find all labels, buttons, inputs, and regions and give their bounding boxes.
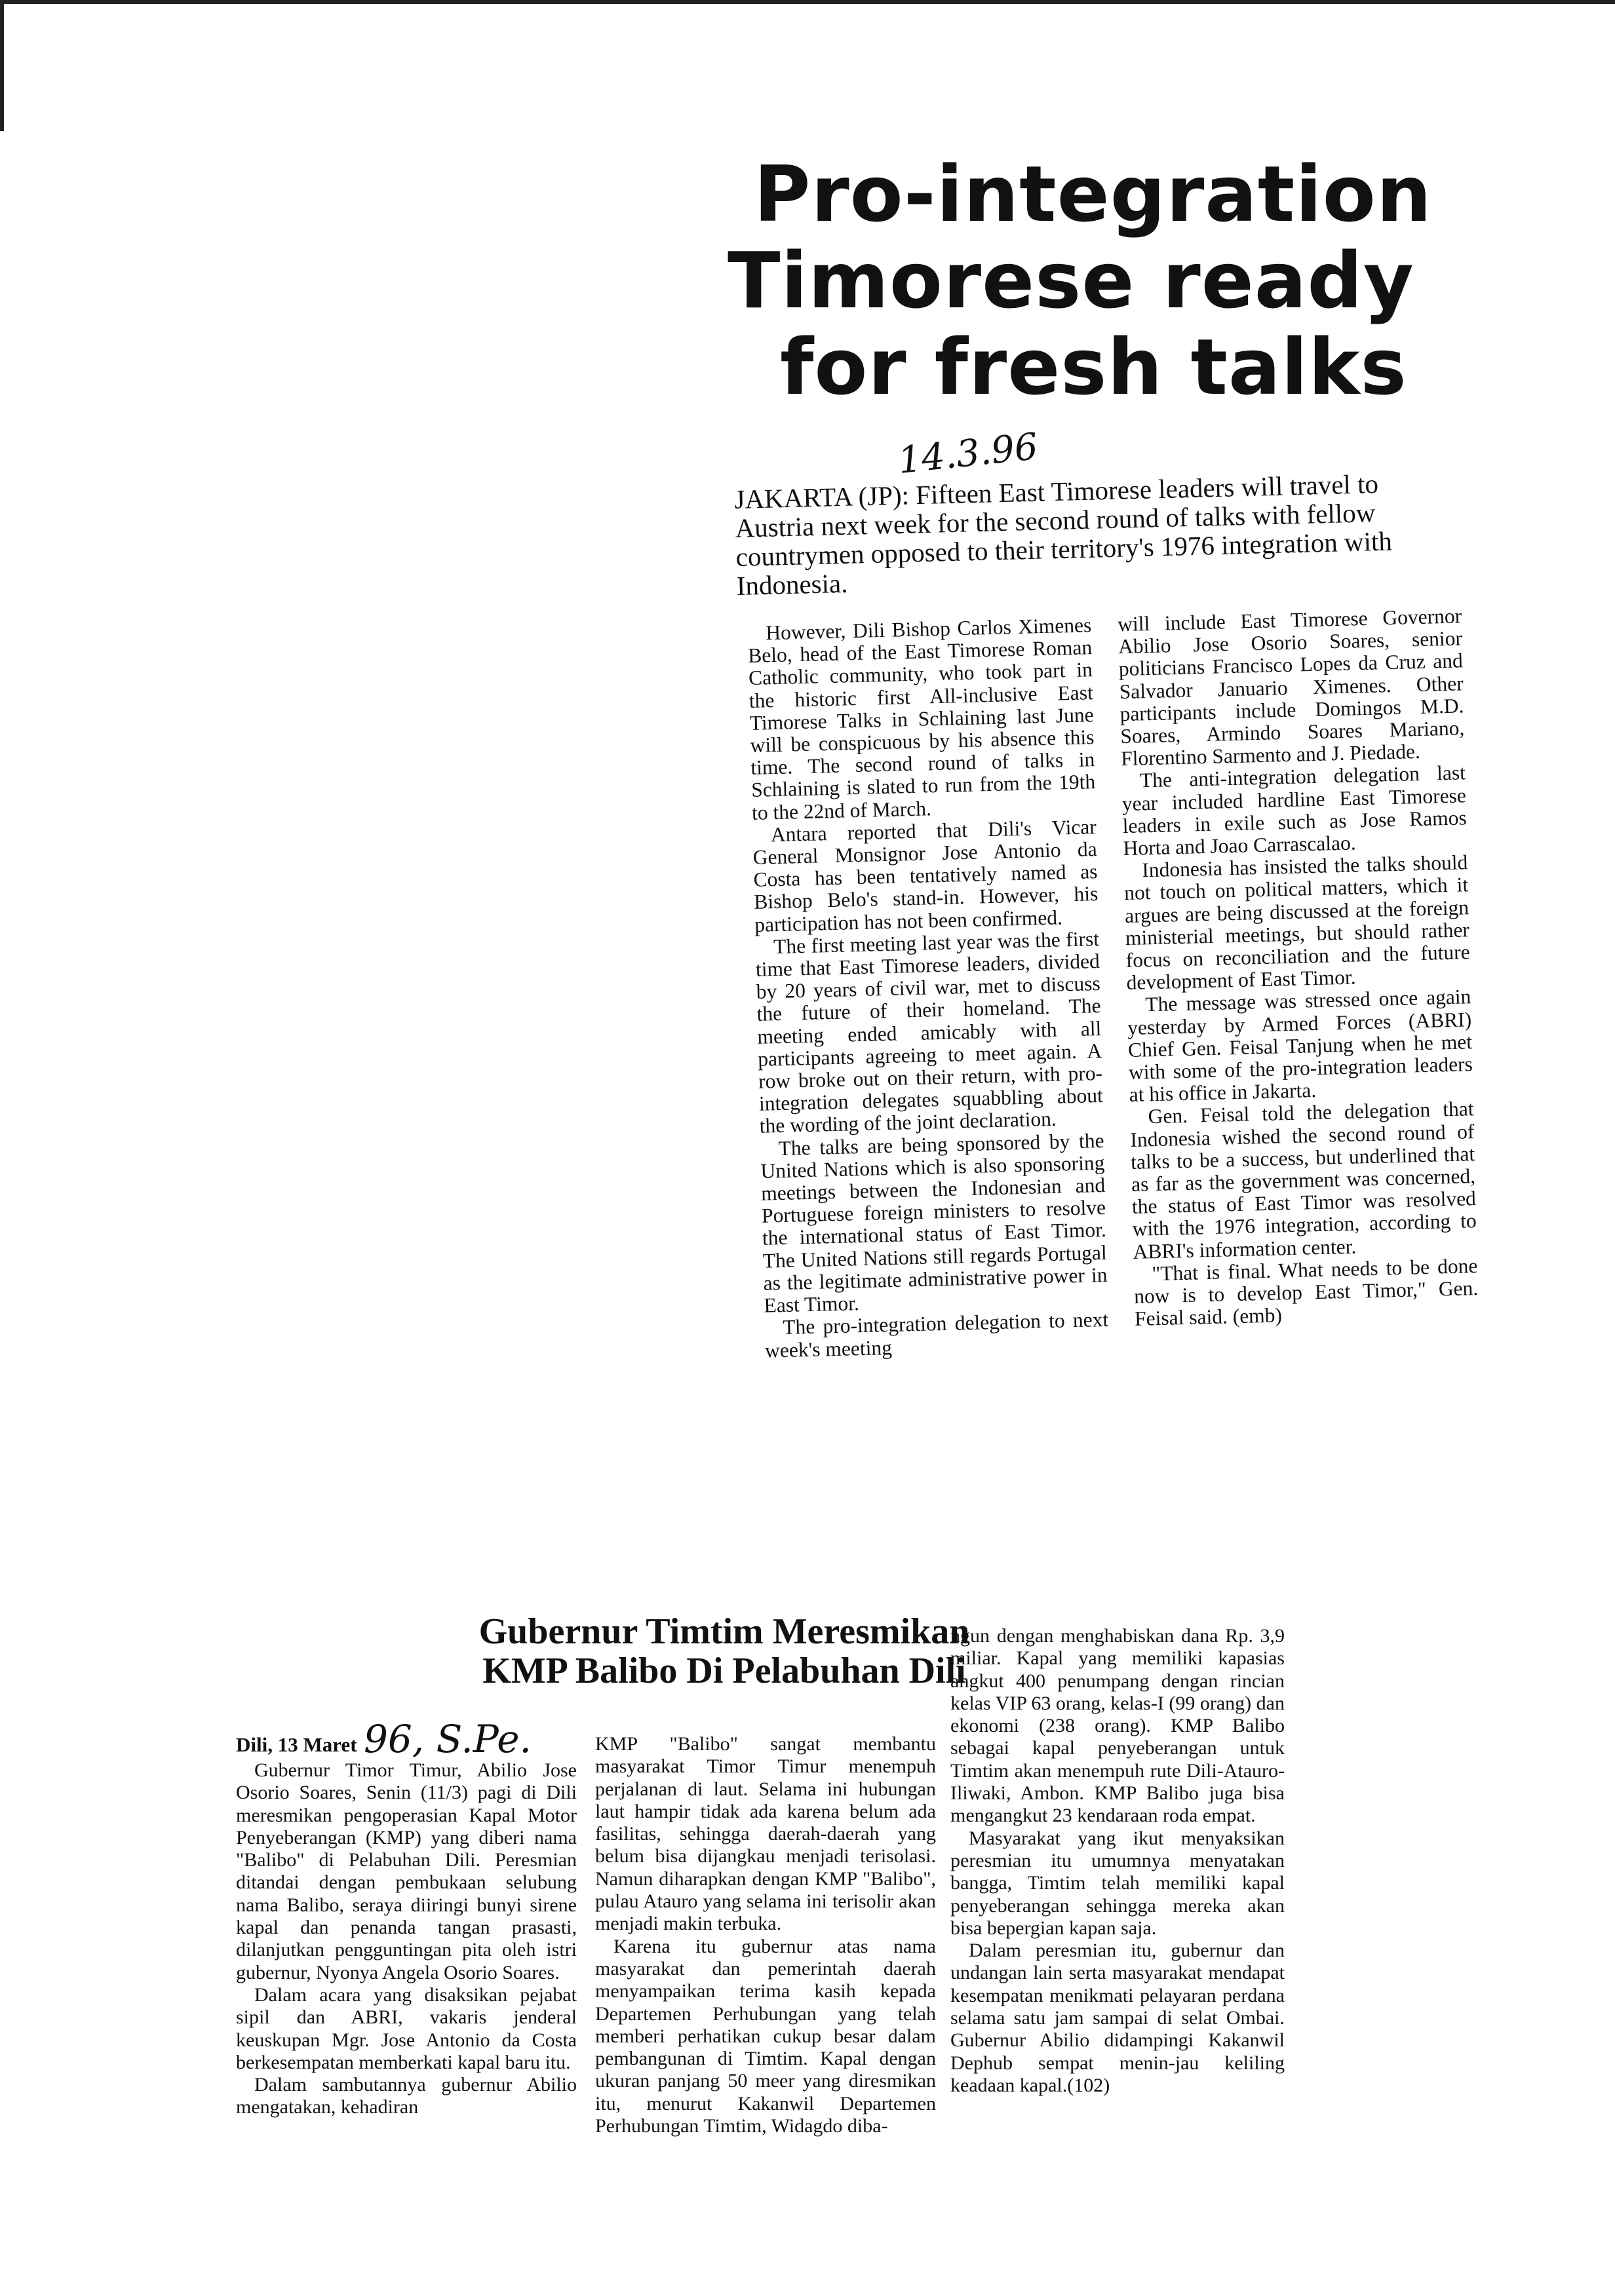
paragraph: The pro-integration delegation to next week's meeting [764, 1308, 1109, 1362]
headline-line-3: for fresh talks [780, 322, 1407, 412]
paragraph: ngun dengan menghabiskan dana Rp. 3,9 miliar. Kapal yang memiliki kapasias angkut 400 penumpang dengan rincian kelas VIP 63 orang, kelas-I (99 orang) dan ekonomi (238 orang). KMP Balibo sebagai kapal penyeberangan untuk Timtim akan menempuh rute Dili-Atauro- Iliwaki, Ambon. KMP Balibo juga bisa mengangkut 23 kendaraan roda empat. [950, 1625, 1285, 1827]
paragraph: Indonesia has insisted the talks should not touch on political matters, which it argues are being discussed at the foreign ministerial meetings, but should rather focus on reconciliation and the future development of East Timor. [1123, 851, 1471, 995]
article2-column-2 [595, 1733, 936, 2137]
article1-column-right [1118, 605, 1479, 1352]
paragraph: Karena itu gubernur atas nama masyarakat dan pemerintah daerah menyampaikan terima kasih kepada Departemen Perhubungan yang telah memberi perhatikan cukup besar dalam pembangunan di Timtim. Kapal dengan ukuran panjang 50 meer yang diresmikan itu, menurut Kakanwil Departemen Perhubungan Timtim, Widagdo diba- [595, 1935, 936, 2137]
handwritten-date: 14.3.96 [896, 425, 1040, 482]
article2-column-3 [950, 1625, 1285, 2097]
paragraph: Dalam sambutannya gubernur Abilio mengatakan, kehadiran [236, 2074, 577, 2118]
paragraph: The anti-integration delegation last year included hardline East Timorese leaders in exile such as Jose Ramos Horta and Joao Carrascalao. [1121, 761, 1468, 860]
paragraph: Gubernur Timor Timur, Abilio Jose Osorio Soares, Senin (11/3) pagi di Dili meresmikan pengoperasian Kapal Motor Penyeberangan (KMP) yang diberi nama "Balibo" di Pelabuhan Dili. Peresmian ditandai dengan pembukaan selubung nama Balibo, seraya diiringi bunyi sirene kapal dan penanda tangan prasasti, dilanjutkan pengguntingan pita oleh istri gubernur, Nyonya Angela Osorio Soares. [236, 1759, 577, 1983]
paragraph: KMP "Balibo" sangat membantu masyarakat Timor Timur menempuh perjalanan di laut. Selama ini hubungan laut hampir tidak ada karena belum ada fasilitas, sehingga daerah-daerah yang belum bisa dijangkau menjadi terisolasi. Namun diharapkan dengan KMP "Balibo", pulau Atauro yang selama ini terisolir akan menjadi makin terbuka. [595, 1733, 936, 1935]
paragraph: Gen. Feisal told the delegation that Indonesia wished the second round of talks to be a success, but underlined that as far as the government was concerned, the status of East Timor was resolved with the 1976 integration, according to ABRI's information center. [1130, 1097, 1477, 1263]
headline-line-2: KMP Balibo Di Pelabuhan Dili [482, 1651, 966, 1691]
paragraph: Masyarakat yang ikut menyaksikan peresmian itu umumnya menyatakan bangga, Timtim telah memiliki kapal penyeberangan sehingga mereka akan bisa bepergian kapan saja. [950, 1827, 1285, 1939]
article-pro-integration [728, 151, 1462, 410]
paragraph: Dalam peresmian itu, gubernur dan undangan lain serta masyarakat mendapat kesempatan menikmati pelayaran perdana selama satu jam sampai di selat Ombai. Gubernur Abilio didampingi Kakanwil Dephub sempat menin-jau keliling keadaan kapal.(102) [950, 1940, 1285, 2096]
handwritten-note: 96, S.Pe. [364, 1717, 532, 1761]
article1-headline [728, 151, 1462, 410]
paragraph: Antara reported that Dili's Vicar General Monsignor Jose Antonio da Costa has been tentatively named as Bishop Belo's stand-in. However, his participation has not been confirmed. [752, 814, 1099, 936]
paragraph: "That is final. What needs to be done now is to develop East Timor," Gen. Feisal said. (emb) [1133, 1253, 1479, 1331]
headline-line-2: Timorese ready [728, 235, 1414, 326]
scan-border-left [0, 0, 4, 131]
paragraph: Dalam acara yang disaksikan pejabat sipil dan ABRI, vakaris jenderal keuskupan Mgr. Jose Antonio da Costa berkesempatan memberkati kapal baru itu. [236, 1983, 577, 2073]
scan-border-top [0, 0, 1615, 4]
paragraph: The first meeting last year was the first time that East Timorese leaders, divided by 20 years of civil war, met to discuss the future of their homeland. The meeting ended amicably with all participants agreeing to meet again. A row broke out on their return, with pro-integration delegates squabbling about the wording of the joint declaration. [755, 927, 1104, 1138]
article1-lead: JAKARTA (JP): Fifteen East Timorese leaders will travel to Austria next week for the second round of talks with fellow countrymen opposed to their territory's 1976 integration with Indonesia. [733, 468, 1393, 601]
paragraph: However, Dili Bishop Carlos Ximenes Belo, head of the East Timorese Roman Catholic community, who took part in the historic first All-inclusive East Timorese Talks in Schlaining last June will be conspicuous by his absence this time. The second round of talks in Schlaining is slated to run from the 19th to the 22nd of March. [747, 613, 1096, 824]
paragraph: The talks are being sponsored by the United Nations which is also sponsoring meetings between the Indonesian and Portuguese foreign ministers to resolve the international status of East Timor. The United Nations still regards Portugal as the legitimate administrative power in East Timor. [760, 1128, 1108, 1317]
article2-column-1 [236, 1759, 577, 2119]
article1-body [747, 605, 1479, 1362]
headline-line-1: Gubernur Timtim Meresmikan [478, 1611, 970, 1652]
paragraph: The message was stressed once again yesterday by Armed Forces (ABRI) Chief Gen. Feisal Tanjung when he met with some of the pro-integration leaders at his office in Jakarta. [1127, 985, 1473, 1107]
headline-line-1: Pro-integration [754, 149, 1432, 239]
paragraph: will include East Timorese Governor Abilio Jose Osorio Soares, senior politicians Francisco Lopes da Cruz and Salvador Januario Ximenes. Other participants include Domingos M.D. Soares, Armindo Soares Mariano, Florentino Sarmento and J. Piedade. [1117, 604, 1465, 771]
article1-column-left [747, 614, 1109, 1362]
article2-dateline: Dili, 13 Maret [236, 1733, 357, 1756]
